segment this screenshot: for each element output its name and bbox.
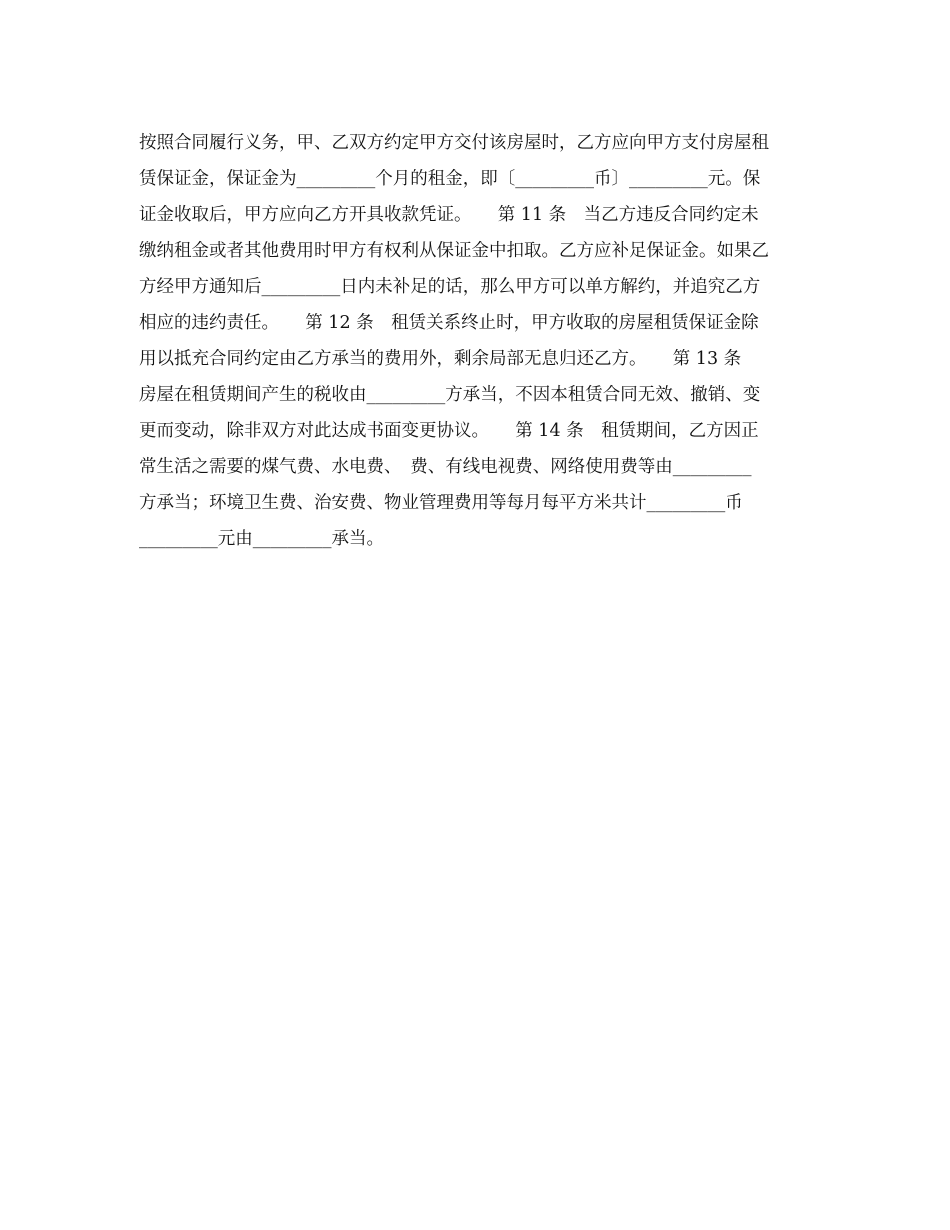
text-line: 常生活之需要的煤气费、水电费、 费、有线电视费、网络使用费等由_________ (139, 457, 752, 477)
text-line: 按照合同履行义务，甲、乙双方约定甲方交付该房屋时，乙方应向甲方支付房屋租 (139, 133, 769, 153)
text-line: 相应的违约责任。 第 12 条 租赁关系终止时，甲方收取的房屋租赁保证金除 (139, 313, 759, 333)
contract-body-text (139, 125, 819, 557)
text-line: 用以抵充合同约定由乙方承当的费用外，剩余局部无息归还乙方。 第 13 条 (139, 349, 742, 369)
text-line: 证金收取后，甲方应向乙方开具收款凭证。 第 11 条 当乙方违反合同约定未 (139, 205, 759, 225)
text-line: _________元由_________承当。 (139, 529, 384, 549)
text-line: 赁保证金，保证金为_________个月的租金，即〔_________币〕_________元。保 (139, 169, 761, 189)
text-line: 更而变动，除非双方对此达成书面变更协议。 第 14 条 租赁期间，乙方因正 (139, 421, 759, 441)
text-line: 方经甲方通知后_________日内未补足的话，那么甲方可以单方解约，并追究乙方 (139, 277, 761, 297)
text-line: 方承当；环境卫生费、治安费、物业管理费用等每月每平方米共计_________币 (139, 493, 743, 513)
text-line: 缴纳租金或者其他费用时甲方有权利从保证金中扣取。乙方应补足保证金。如果乙 (139, 241, 769, 261)
text-line: 房屋在租赁期间产生的税收由_________方承当，不因本租赁合同无效、撤销、变 (139, 385, 761, 405)
